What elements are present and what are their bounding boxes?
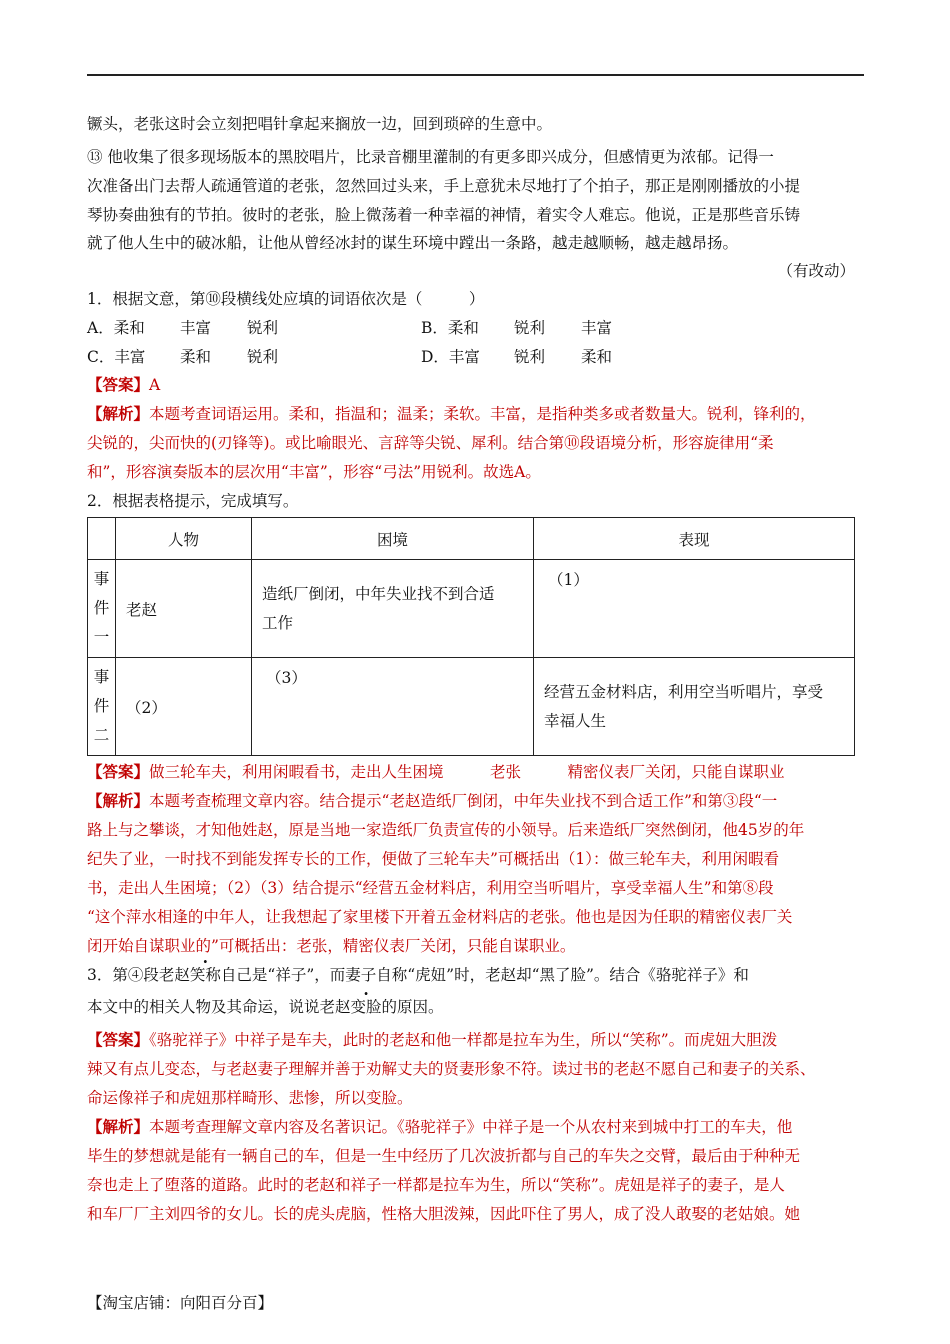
answer-text: A [149, 376, 161, 394]
q3-answer-line: 辣又有点儿变态，与老赵妻子理解并善于劝解丈夫的贤妻形象不符。读过书的老赵不愿自己和妻子的关系、 [87, 1060, 816, 1078]
q1-option-c-3: 锐利 [247, 348, 279, 366]
q3-question-line: 3．第④段老赵笑称自己是“祥子”，而妻子自称“虎妞”时，老赵却“黑了脸”。结合《骆驼祥子》和 [87, 966, 749, 984]
dotted-emphasis: 笑称 [189, 966, 221, 984]
passage-p13-line: ⑬ 他收集了很多现场版本的黑胶唱片，比录音棚里灌制的有更多即兴成分，但感情更为浓郁。记得一 [87, 148, 774, 166]
q1-analysis-line: 和”，形容演奏版本的层次用“丰富”，形容“弓法”用锐利。故选A。 [87, 463, 541, 481]
q1-option-a-2: 丰富 [180, 319, 212, 337]
q2-analysis-line: 书，走出人生困境；（2）（3）结合提示“经营五金材料店，利用空当听唱片，享受幸福人生”和第⑧段 [87, 879, 774, 897]
passage-line: 镢头，老张这时会立刻把唱针拿起来搁放一边，回到琐碎的生意中。 [87, 115, 553, 133]
q3-analysis-line: 奈也走上了堕落的道路。此时的老赵和祥子一样都是拉车为生，所以“笑称”。虎妞是祥子的妻子，是人 [87, 1176, 785, 1194]
q3-question-line: 本文中的相关人物及其命运，说说老赵变脸的原因。 [87, 998, 444, 1016]
q1-option-d-1: D．丰富 [421, 348, 480, 366]
performance-cell: （1） [534, 560, 855, 658]
adaptation-note: （有改动） [777, 262, 855, 280]
q1-option-c-2: 柔和 [180, 348, 212, 366]
table-header-row [88, 518, 855, 560]
analysis-label: 【解析】 [87, 791, 150, 810]
q2-analysis-line: 闭开始自谋职业的”可概括出：老张，精密仪表厂关闭，只能自谋职业。 [87, 937, 576, 955]
q1-answer [87, 375, 867, 395]
q3-answer-line: 命运像祥子和虎妞那样畸形、悲惨，所以变脸。 [87, 1089, 413, 1107]
q1-option-b-2: 锐利 [514, 319, 546, 337]
q3-analysis-line: 毕生的梦想就是能有一辆自己的车，但是一生中经历了几次波折都与自己的车失之交臂，最后由于种种无 [87, 1147, 801, 1165]
answer-label: 【答案】 [87, 375, 150, 394]
passage-p13-line: 就了他人生中的破冰船，让他从曾经冰封的谋生环境中蹚出一条路，越走越顺畅，越走越昂扬。 [87, 234, 739, 252]
q2-analysis-line: 纪失了业，一时找不到能发挥专长的工作，便做了三轮车夫”可概括出（1）：做三轮车夫，利用闲暇看 [87, 850, 780, 868]
analysis-label: 【解析】 [87, 1117, 150, 1136]
header-rule [87, 74, 864, 76]
person-cell: （2） [116, 658, 252, 756]
q1-analysis-line [87, 404, 867, 424]
q1-analysis-line: 尖锐的，尖而快的(刃锋等)。或比喻眼光、言辞等尖锐、犀利。结合第⑩段语境分析，形容旋律用“柔 [87, 434, 774, 452]
q1-option-d-3: 柔和 [581, 348, 613, 366]
dotted-emphasis: 变脸 [350, 998, 382, 1016]
answer-label: 【答案】 [87, 1030, 150, 1049]
event-label-cell: 事 件 一 [88, 560, 116, 658]
plight-cell: 造纸厂倒闭，中年失业找不到合适 工作 [252, 560, 534, 658]
q1-option-c-1: C．丰富 [87, 348, 146, 366]
q2-analysis-line [87, 791, 867, 811]
analysis-text: 本题考查词语运用。柔和，指温和；温柔；柔软。丰富，是指种类多或者数量大。锐利，锋利的， [149, 405, 816, 423]
q1-option-b-1: B．柔和 [421, 319, 479, 337]
analysis-text: 本题考查梳理文章内容。结合提示“老赵造纸厂倒闭，中年失业找不到合适工作”和第③段“一 [149, 792, 778, 810]
table-row [88, 560, 855, 658]
person-cell: 老赵 [116, 560, 252, 658]
q2-question: 2．根据表格提示，完成填写。 [87, 492, 299, 510]
table-corner-cell [88, 518, 116, 560]
answer-text: 做三轮车夫，利用闲暇看书，走出人生困境 老张 精密仪表厂关闭，只能自谋职业 [149, 763, 785, 781]
q1-option-b-3: 丰富 [581, 319, 613, 337]
q2-analysis-line: 路上与之攀谈，才知他姓赵，原是当地一家造纸厂负责宣传的小领导。后来造纸厂突然倒闭，他45岁的年 [87, 821, 805, 839]
q2-analysis-line: “这个萍水相逢的中年人，让我想起了家里楼下开着五金材料店的老张。他也是因为任职的精密仪表厂关 [87, 908, 793, 926]
q3-analysis-line: 和车厂厂主刘四爷的女儿。长的虎头虎脑，性格大胆泼辣，因此吓住了男人，成了没人敢娶的老姑娘。她 [87, 1205, 801, 1223]
passage-p13-line: 次准备出门去帮人疏通管道的老张，忽然回过头来，手上意犹未尽地打了个拍子，那正是刚刚播放的小提 [87, 177, 801, 195]
event-label-cell: 事 件 二 [88, 658, 116, 756]
footer-shop-name: 【淘宝店铺：向阳百分百】 [87, 1294, 274, 1312]
q3-analysis-line [87, 1117, 867, 1137]
q1-option-d-2: 锐利 [514, 348, 546, 366]
passage-p13-line: 琴协奏曲独有的节拍。彼时的老张，脸上微荡着一种幸福的神情，着实令人难忘。他说，正是那些音乐铸 [87, 206, 801, 224]
table-header-plight: 困境 [252, 518, 534, 560]
answer-text: 《骆驼祥子》中祥子是车夫，此时的老赵和他一样都是拉车为生，所以“笑称”。而虎妞大胆泼 [149, 1031, 778, 1049]
answer-label: 【答案】 [87, 762, 150, 781]
table-header-person: 人物 [116, 518, 252, 560]
table-header-performance: 表现 [534, 518, 855, 560]
q1-option-a-1: A．柔和 [87, 319, 145, 337]
q2-answer [87, 762, 867, 782]
analysis-label: 【解析】 [87, 404, 150, 423]
table-row [88, 658, 855, 756]
q1-option-a-3: 锐利 [247, 319, 279, 337]
q3-answer-line [87, 1030, 867, 1050]
performance-cell: 经营五金材料店，利用空当听唱片，享受 幸福人生 [534, 658, 855, 756]
q1-question: 1．根据文意，第⑩段横线处应填的词语依次是（ ） [87, 290, 485, 308]
analysis-text: 本题考查理解文章内容及名著识记。《骆驼祥子》中祥子是一个从农村来到城中打工的车夫，他 [149, 1118, 793, 1136]
q2-table [87, 517, 855, 756]
plight-cell: （3） [252, 658, 534, 756]
